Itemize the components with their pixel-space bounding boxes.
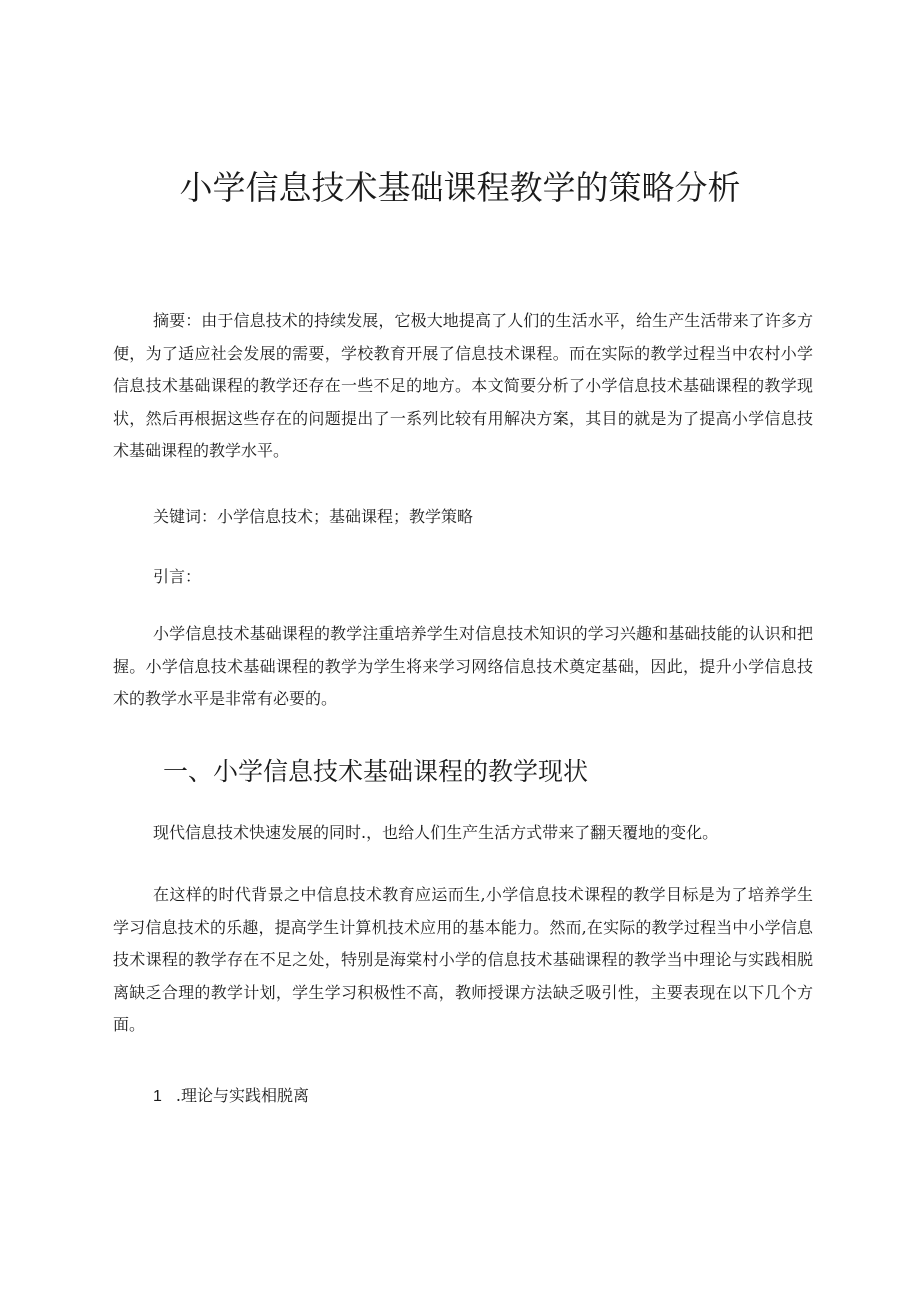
subsection-heading-1 [153,1080,309,1113]
intro-label: 引言： [153,567,202,586]
subsection-number: 1 [153,1088,162,1105]
subsection-title: .理论与实践相脱离 [175,1086,309,1105]
abstract-paragraph: 摘要：由于信息技术的持续发展，它极大地提高了人们的生活水平，给生产生活带来了许多方便，为了适应社会发展的需要，学校教育开展了信息技术课程。而在实际的教学过程当中农村小学信息技术基础课程的教学还存在一些不足的地方。本文简要分析了小学信息技术基础课程的教学现状，然后再根据这些存在的问题提出了一系列比较有用解决方案，其目的就是为了提高小学信息技术基础课程的教学水平。 [113,311,813,460]
document-title: 小学信息技术基础课程教学的策略分析 [179,168,741,207]
section1-paragraph-2: 在这样的时代背景之中信息技术教育应运而生,小学信息技术课程的教学目标是为了培养学生学习信息技术的乐趣，提高学生计算机技术应用的基本能力。然而,在实际的教学过程当中小学信息技术课程的教学存在不足之处，特别是海棠村小学的信息技术基础课程的教学当中理论与实践相脱离缺乏合理的教学计划，学生学习积极性不高，教师授课方法缺乏吸引性，主要表现在以下几个方面。 [113,885,813,1034]
section-heading-1: 一、小学信息技术基础课程的教学现状 [163,757,589,786]
intro-paragraph: 小学信息技术基础课程的教学注重培养学生对信息技术知识的学习兴趣和基础技能的认识和把握。小学信息技术基础课程的教学为学生将来学习网络信息技术奠定基础，因此，提升小学信息技术的教学水平是非常有必要的。 [113,624,813,708]
section1-paragraph-1: 现代信息技术快速发展的同时.，也给人们生产生活方式带来了翻天覆地的变化。 [153,823,719,842]
keywords-paragraph: 关键词：小学信息技术；基础课程；教学策略 [153,507,474,526]
